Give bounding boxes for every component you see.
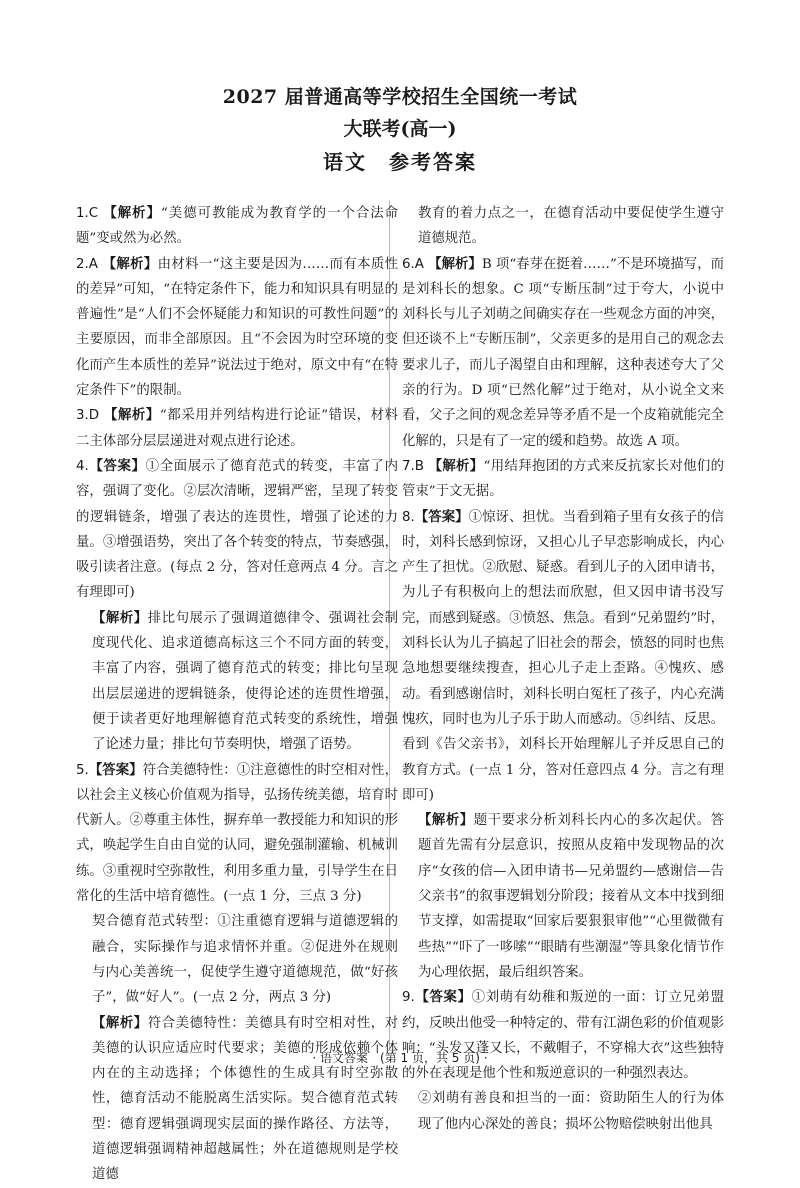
answer-item-4-analysis (76, 606, 398, 758)
answer-item-1 (76, 201, 398, 252)
item-tag: 【答案】 (414, 509, 469, 525)
item-tag: 【答案】 (88, 762, 143, 778)
item-number: 6.A (402, 256, 424, 272)
item-text: 题干要求分析刘科长内心的多次起伏。答题首先需有分层意识，按照从皮箱中发现物品的次序“女孩的信—入团申请书—兄弟盟约—感谢信—告父亲书”的叙事逻辑划分阶段；接着从文本中找到细节支撑，如需提取“回家后要狠狠审他”“心里微微有些热”“吓了一哆嗦”“眼睛有些潮湿”等具象化情节作为心理依据，最后组织答案。 (418, 813, 725, 980)
left-column (76, 201, 398, 1188)
answer-item-5 (76, 758, 398, 910)
exam-title: 2027 届普通高等学校招生全国统一考试 (222, 86, 578, 108)
item-text: 由材料一“这主要是因为……而有本质性的差异”可知，“在特定条件下，能力和知识具有明显的普遍性”是“人们不会怀疑能力和知识的可教性问题”的主要原因，而非全部原因。且“不会因为时空环境的变化而产生本质性的差异”说法过于绝对，原文中有“在特定条件下”的限制。 (76, 256, 398, 399)
item-tag: 【解析】 (92, 1015, 148, 1031)
item-tag: 【答案】 (414, 990, 472, 1006)
item-text: B 项“春芽在挺着……”不是环境描写，而是刘科长的想象。C 项“专断压制”过于夸大，小说中刘科长与儿子刘萌之间确实存在一些观念方面的冲突，但还谈不上“专断压制”，父亲更多的是用自己的观念去要求儿子，而儿子渴望自由和理解，这种表述夸大了父亲的行为。D 项“已然化解”过于绝对，从小说全文来看，父子之间的观念差异等矛盾不是一个皮箱就能完全化解的，只是有了一定的缓和趋势。故选 A 项。 (402, 256, 724, 449)
item-tag: 【解析】 (428, 458, 484, 474)
item-text: “用结拜抱团的方式来反抗家长对他们的管束”于文无据。 (402, 458, 724, 500)
page-footer: · 语文答案 (第 1 页，共 5 页) · (312, 1051, 488, 1065)
item-tag: 【解析】 (102, 256, 158, 272)
item-text: “都采用并列结构进行论证”错误，材料二主体部分层层递进对观点进行论述。 (76, 408, 398, 449)
item-text: “美德可教能成为教育学的一个合法命题”变或然为必然。 (76, 206, 399, 247)
item-tag: 【解析】 (92, 610, 148, 626)
answer-item-9-continued (402, 1086, 724, 1137)
answer-item-8-analysis (402, 808, 724, 985)
item-tag: 【解析】 (428, 256, 482, 272)
item-number: 4. (76, 458, 89, 474)
item-text: 排比句展示了强调道德律令、强调社会制度现代化、追求道德高标这三个不同方面的转变，丰富了内容，强调了德育范式的转变；排比句呈现出层层递进的逻辑链条，使得论述的连贯性增强，便于读者更好地理解德育范式转变的系统性，增强了论述力量；排比句节奏明快，增强了语势。 (92, 610, 399, 753)
exam-subtitle: 大联考(高一) (343, 118, 457, 140)
answer-item-2 (76, 252, 398, 404)
item-text: ①刘萌有幼稚和叛逆的一面：订立兄弟盟约，反映出他受一种特定的、带有江湖色彩的价值观影响；“头发又蓬又长，不戴帽子，不穿棉大衣”这些独特的外在表现是他个性和叛逆意识的一种强烈表达。 (402, 990, 725, 1082)
document-heading: 语文 参考答案 (323, 150, 477, 174)
item-text: ①惊讶、担忧。当看到箱子里有女孩子的信时，刘科长感到惊讶，又担心儿子早恋影响成长，内心产生了担忧。②欣慰、疑惑。看到儿子的入团申请书，为儿子有积极向上的想法而欣慰，但又因申请书没写完，而感到疑惑。③愤怒、焦急。看到“兄弟盟约”时，刘科长认为儿子搞起了旧社会的帮会，愤怒的同时也焦急地想要继续搜查，担心儿子走上歪路。④愧疚、感动。看到感谢信时，刘科长明白冤枉了孩子，内心充满愧疚，同时也为儿子乐于助人而感动。⑤纠结、反思。看到《告父亲书》，刘科长开始理解儿子并反思自己的教育方式。(一点 1 分，答对任意四点 4 分。言之有理即可) (402, 509, 725, 803)
item-number: 7.B (402, 458, 424, 474)
item-text: 符合美德特性：美德具有时空相对性，对美德的认识应适应时代要求；美德的形成依赖个体内在的主动选择；个体德性的生成具有时空弥散性，德育活动不能脱离生活实际。契合德育范式转型：德育逻辑强调现实层面的操作路径、方法等，道德逻辑强调精神超越属性；外在道德规则是学校道德 (92, 1015, 399, 1183)
item-text: ①全面展示了德育范式的转变，丰富了内容，强调了变化。②层次清晰，逻辑严密，呈现了转变的逻辑链条，增强了表达的连贯性，增强了论述的力量。③增强语势，突出了各个转变的特点，节奏感强，吸引读者注意。(每点 2 分，答对任意两点 4 分。言之有理即可) (76, 458, 399, 601)
item-number: 2.A (76, 256, 98, 272)
item-text: 契合德育范式转型：①注重德育逻辑与道德逻辑的融合，实际操作与追求情怀并重。②促进外在规则与内心美善统一，促使学生遵守道德规范，做“好孩子”，做“好人”。(一点 2 分，两点 3 分) (92, 914, 398, 1006)
item-tag: 【解析】 (418, 813, 474, 829)
answer-item-9 (402, 985, 724, 1086)
answer-item-4 (76, 454, 398, 606)
item-number: 9. (402, 990, 415, 1006)
answer-item-8 (402, 505, 724, 809)
item-number: 3.D (76, 408, 100, 424)
item-number: 8. (402, 509, 415, 525)
answer-item-7 (402, 454, 724, 505)
answer-item-5-analysis (76, 1011, 398, 1188)
item-number: 1.C (76, 206, 99, 221)
item-tag: 【解析】 (103, 206, 161, 221)
answer-item-5-analysis-continued (402, 201, 724, 252)
item-number: 5. (76, 762, 89, 778)
right-column (402, 201, 724, 1137)
item-text: 符合美德特性：①注意德性的时空相对性，以社会主义核心价值观为指导，弘扬传统美德，培育时代新人。②尊重主体性，摒弃单一教授能力和知识的形式，唤起学生自由自觉的认同，避免强制灌输、机械训练。③重视时空弥散性，利用多重力量，引导学生在日常化的生活中培育德性。(一点 1 分，三点 3 分) (76, 762, 399, 905)
answer-item-6 (402, 252, 724, 454)
answer-item-3 (76, 403, 398, 454)
answer-item-5-continued (76, 909, 398, 1010)
item-text: 教育的着力点之一，在德育活动中要促使学生遵守道德规范。 (418, 206, 724, 247)
item-text: ②刘萌有善良和担当的一面：资助陌生人的行为体现了他内心深处的善良；损坏公物赔偿映射出他具 (418, 1091, 724, 1132)
item-tag: 【解析】 (103, 408, 160, 424)
item-tag: 【答案】 (88, 458, 146, 474)
